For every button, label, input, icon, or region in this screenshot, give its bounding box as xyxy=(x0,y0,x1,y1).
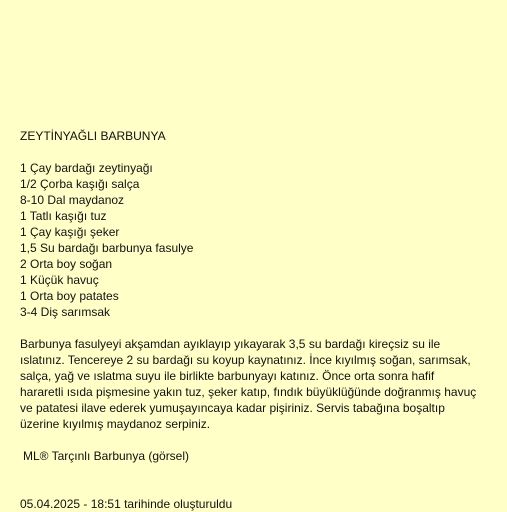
spacer xyxy=(20,432,480,448)
ingredient-item: 8-10 Dal maydanoz xyxy=(20,193,125,207)
spacer xyxy=(20,480,480,496)
ingredient-item: 3-4 Diş sarımsak xyxy=(20,305,111,319)
recipe-content xyxy=(20,128,480,512)
related-recipe-link[interactable]: ML® Tarçınlı Barbunya (görsel) xyxy=(23,449,190,463)
ingredient-item: 1 Orta boy patates xyxy=(20,289,119,303)
ingredient-item: 1 Küçük havuç xyxy=(20,273,99,287)
created-timestamp: 05.04.2025 - 18:51 tarihinde oluşturuldu xyxy=(20,497,233,511)
spacer xyxy=(20,320,480,336)
ingredient-item: 2 Orta boy soğan xyxy=(20,257,113,271)
ingredient-item: 1 Çay bardağı zeytinyağı xyxy=(20,161,153,175)
spacer xyxy=(20,144,480,160)
ingredient-item: 1/2 Çorba kaşığı salça xyxy=(20,177,140,191)
ingredient-item: 1 Çay kaşığı şeker xyxy=(20,225,120,239)
spacer xyxy=(20,464,480,480)
ingredient-item: 1,5 Su bardağı barbunya fasulye xyxy=(20,241,194,255)
ingredient-item: 1 Tatlı kaşığı tuz xyxy=(20,209,107,223)
ingredients-list xyxy=(20,160,480,320)
recipe-instructions: Barbunya fasulyeyi akşamdan ayıklayıp yıkayarak 3,5 su bardağı kireçsiz su ile ıslatınız. Tencereye 2 su bardağı su koyup kaynatınız. İnce kıyılmış soğan, sarımsak, salça, yağ ve ıslatma suyu ile birlikte barbunyayı katınız. Önce orta sonra hafif hararetli ısıda pişmesine yakın tuz, şeker katıp, fındık büyüklüğünde doğranmış havuç ve patatesi ilave ederek yumuşayıncaya kadar pişiriniz. Servis tabağına boşaltıp üzerine kıyılmış maydanoz serpiniz. xyxy=(20,337,477,431)
recipe-title: ZEYTİNYAĞLI BARBUNYA xyxy=(20,129,166,143)
